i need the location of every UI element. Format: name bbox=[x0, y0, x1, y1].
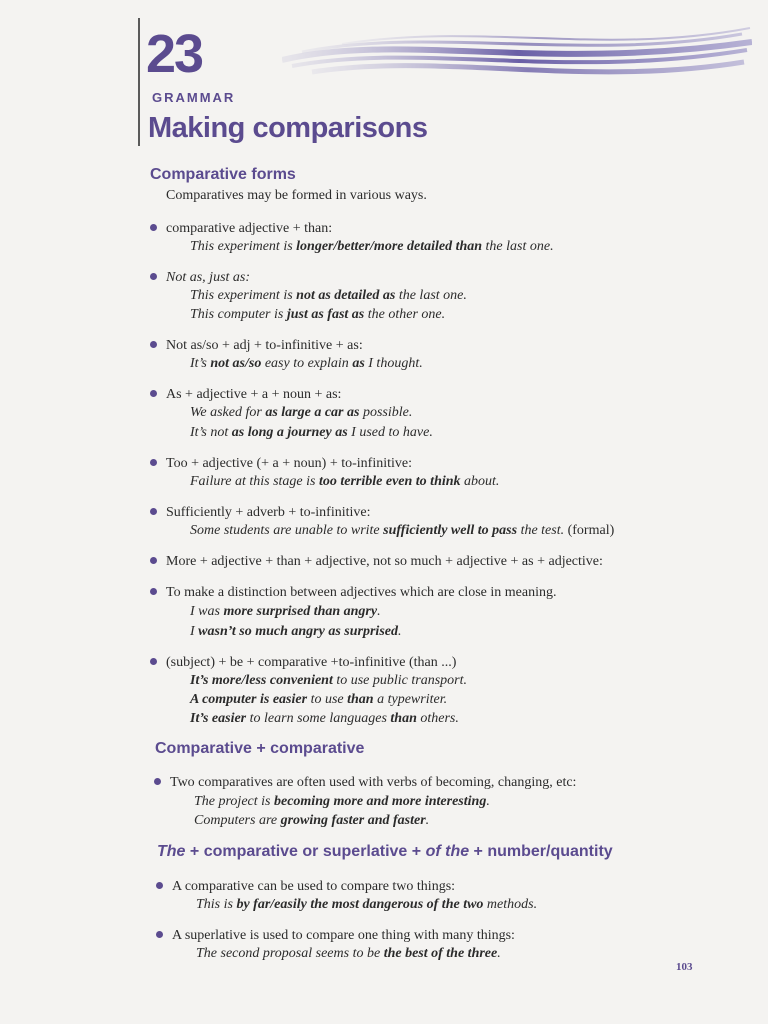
bullet-text: Not as, just as: bbox=[166, 270, 251, 285]
section-heading-comparative-comparative: Comparative + comparative bbox=[155, 740, 365, 757]
bullet-text: Too + adjective (+ a + noun) + to-infinitive: bbox=[166, 456, 412, 471]
section-heading-the-comparative-superlative: The + comparative or superlative + of the + number/quantity bbox=[157, 843, 613, 860]
bullet-text: comparative adjective + than: bbox=[166, 221, 333, 236]
bullet-text: As + adjective + a + noun + as: bbox=[166, 387, 342, 402]
header-rule bbox=[138, 18, 140, 146]
bullet-text: Not as/so + adj + to-infinitive + as: bbox=[166, 338, 363, 353]
decorative-swoosh bbox=[282, 22, 752, 92]
example-line: I wasn’t so much angry as surprised. bbox=[190, 624, 402, 639]
bullet-dot-icon bbox=[150, 508, 157, 515]
bullet-item bbox=[166, 504, 371, 522]
bullet-dot-icon bbox=[154, 778, 161, 785]
bullet-item bbox=[166, 455, 412, 473]
bullet-item bbox=[166, 220, 332, 238]
bullet-dot-icon bbox=[150, 557, 157, 564]
bullet-text: To make a distinction between adjectives which are close in meaning. bbox=[166, 585, 557, 600]
example-line: It’s not as long a journey as I used to have. bbox=[190, 425, 433, 440]
example-line: It’s not as/so easy to explain as I thought. bbox=[190, 356, 423, 371]
bullet-item bbox=[166, 269, 250, 287]
example-line: Computers are growing faster and faster. bbox=[194, 813, 430, 828]
example-line: A computer is easier to use than a typewriter. bbox=[190, 692, 448, 707]
section-heading-comparative-forms: Comparative forms bbox=[150, 166, 296, 183]
unit-label: GRAMMAR bbox=[152, 90, 236, 105]
bullet-item bbox=[166, 584, 557, 602]
bullet-item bbox=[170, 774, 576, 792]
bullet-item bbox=[166, 654, 456, 672]
example-line: Some students are unable to write sufficiently well to pass the test. (formal) bbox=[190, 523, 615, 538]
bullet-item bbox=[172, 878, 455, 896]
bullet-text: A comparative can be used to compare two things: bbox=[172, 879, 456, 894]
page-title: Making comparisons bbox=[148, 112, 428, 144]
example-line: Failure at this stage is too terrible even to think about. bbox=[190, 474, 500, 489]
bullet-text: Sufficiently + adverb + to-infinitive: bbox=[166, 505, 371, 520]
bullet-item bbox=[166, 386, 341, 404]
example-line: It’s more/less convenient to use public transport. bbox=[190, 673, 468, 688]
bullet-dot-icon bbox=[150, 459, 157, 466]
bullet-item bbox=[166, 553, 603, 571]
bullet-text: Two comparatives are often used with verbs of becoming, changing, etc: bbox=[170, 775, 577, 790]
bullet-dot-icon bbox=[150, 224, 157, 231]
example-line: This experiment is not as detailed as the last one. bbox=[190, 288, 467, 303]
bullet-dot-icon bbox=[156, 931, 163, 938]
page-number: 103 bbox=[676, 961, 693, 973]
bullet-item bbox=[172, 927, 515, 945]
example-line: I was more surprised than angry. bbox=[190, 604, 381, 619]
bullet-dot-icon bbox=[150, 588, 157, 595]
example-line: We asked for as large a car as possible. bbox=[190, 405, 413, 420]
example-line: The second proposal seems to be the best of the three. bbox=[196, 946, 501, 961]
example-line: The project is becoming more and more interesting. bbox=[194, 794, 490, 809]
example-line: This is by far/easily the most dangerous of the two methods. bbox=[196, 897, 538, 912]
bullet-dot-icon bbox=[150, 341, 157, 348]
unit-number: 23 bbox=[146, 24, 203, 84]
bullet-text: (subject) + be + comparative +to-infinitive (than ...) bbox=[166, 655, 457, 670]
intro-text: Comparatives may be formed in various ways. bbox=[166, 188, 427, 203]
bullet-text: A superlative is used to compare one thing with many things: bbox=[172, 928, 515, 943]
bullet-text: More + adjective + than + adjective, not so much + adjective + as + adjective: bbox=[166, 554, 603, 569]
bullet-dot-icon bbox=[156, 882, 163, 889]
example-line: It’s easier to learn some languages than others. bbox=[190, 711, 459, 726]
bullet-item bbox=[166, 337, 363, 355]
bullet-dot-icon bbox=[150, 658, 157, 665]
example-line: This experiment is longer/better/more detailed than the last one. bbox=[190, 239, 554, 254]
bullet-dot-icon bbox=[150, 390, 157, 397]
bullet-dot-icon bbox=[150, 273, 157, 280]
example-line: This computer is just as fast as the other one. bbox=[190, 307, 446, 322]
